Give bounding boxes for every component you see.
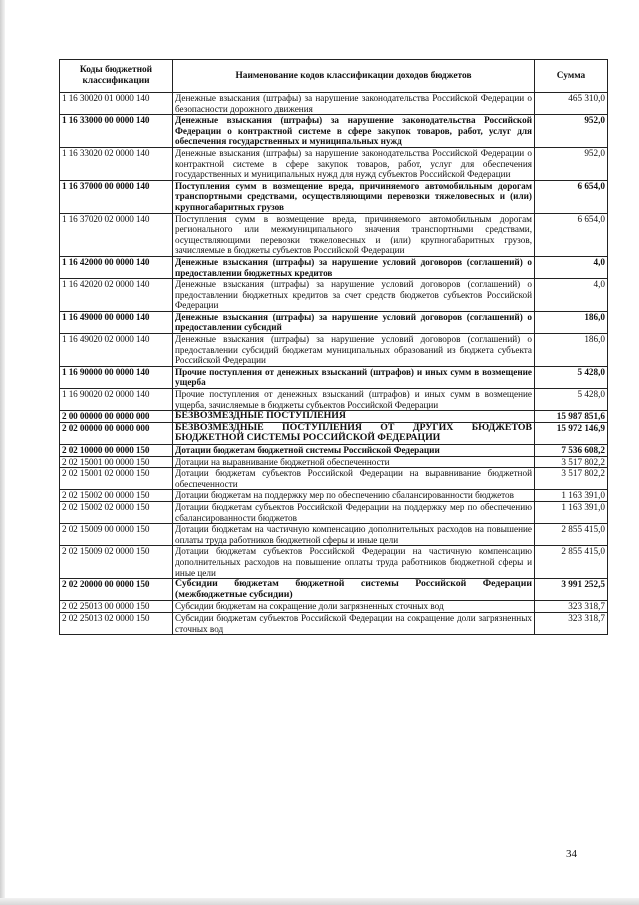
code-cell: 1 16 42000 00 0000 140 <box>60 256 173 278</box>
table-row <box>60 445 608 457</box>
code-cell: 2 02 25013 00 0000 150 <box>60 601 173 613</box>
table-row <box>60 334 608 367</box>
scan-edge-bottom <box>0 898 639 905</box>
header-name: Наименование кодов классификации доходов бюджетов <box>173 60 535 93</box>
table-row <box>60 546 608 579</box>
table-row <box>60 311 608 333</box>
table-header-row <box>60 60 608 93</box>
code-cell: 1 16 37000 00 0000 140 <box>60 180 173 213</box>
code-cell: 2 02 10000 00 0000 150 <box>60 445 173 457</box>
name-cell: Денежные взыскания (штрафы) за нарушение законодательства Российской Федерации о контрактной системе в сфере закупок товаров, работ, услуг для обеспечения государственных и муниципальных нужд <box>173 115 535 148</box>
code-cell: 1 16 37020 02 0000 140 <box>60 213 173 256</box>
sum-cell: 6 654,0 <box>535 213 608 256</box>
sum-cell: 5 428,0 <box>535 366 608 388</box>
table-row <box>60 612 608 634</box>
table-row <box>60 279 608 312</box>
table-row <box>60 411 608 423</box>
code-cell: 2 02 15009 00 0000 150 <box>60 524 173 546</box>
table-row <box>60 93 608 115</box>
code-cell: 1 16 30020 01 0000 140 <box>60 93 173 115</box>
sum-cell: 186,0 <box>535 334 608 367</box>
sum-cell: 2 855 415,0 <box>535 546 608 579</box>
header-code: Коды бюджетной классификации <box>60 60 173 93</box>
code-cell: 1 16 90020 02 0000 140 <box>60 389 173 411</box>
code-cell: 1 16 33000 00 0000 140 <box>60 115 173 148</box>
sum-cell: 1 163 391,0 <box>535 490 608 502</box>
code-cell: 2 02 20000 00 0000 150 <box>60 579 173 601</box>
table-row <box>60 468 608 490</box>
code-cell: 2 02 15009 02 0000 150 <box>60 546 173 579</box>
table-row <box>60 524 608 546</box>
table-row <box>60 501 608 523</box>
name-cell: Дотации бюджетам на поддержку мер по обеспечению сбалансированности бюджетов <box>173 490 535 502</box>
sum-cell: 323 318,7 <box>535 612 608 634</box>
sum-cell: 3 517 802,2 <box>535 468 608 490</box>
sum-cell: 952,0 <box>535 147 608 180</box>
name-cell: Денежные взыскания (штрафы) за нарушение законодательства Российской Федерации о контрактной системе в сфере закупок товаров, работ, услуг для обеспечения государственных и муниципальных нужд для нужд субъектов Российской Федерации <box>173 147 535 180</box>
table-body <box>60 93 608 635</box>
sum-cell: 4,0 <box>535 256 608 278</box>
sum-cell: 7 536 608,2 <box>535 445 608 457</box>
name-cell: Дотации бюджетам бюджетной системы Российской Федерации <box>173 445 535 457</box>
sum-cell: 6 654,0 <box>535 180 608 213</box>
code-cell: 1 16 49020 02 0000 140 <box>60 334 173 367</box>
code-cell: 2 02 15002 00 0000 150 <box>60 490 173 502</box>
name-cell: БЕЗВОЗМЕЗДНЫЕ ПОСТУПЛЕНИЯ ОТ ДРУГИХ БЮДЖЕТОВ БЮДЖЕТНОЙ СИСТЕМЫ РОССИЙСКОЙ ФЕДЕРАЦИИ <box>173 422 535 444</box>
name-cell: Поступления сумм в возмещение вреда, причиняемого автомобильным дорогам транспортными средствами, осуществляющими перевозки тяжеловесных и (или) крупногабаритных грузов <box>173 180 535 213</box>
name-cell: Поступления сумм в возмещение вреда, причиняемого автомобильным дорогам регионального или межмуниципального значения транспортными средствами, осуществляющими перевозки тяжеловесных и (или) крупногабаритных грузов, зачисляемые в бюджеты субъектов Российской Федерации <box>173 213 535 256</box>
table-row <box>60 422 608 444</box>
scan-edge-left <box>0 0 5 905</box>
sum-cell: 952,0 <box>535 115 608 148</box>
table-row <box>60 180 608 213</box>
page-number: 34 <box>566 848 577 860</box>
name-cell: Прочие поступления от денежных взысканий (штрафов) и иных сумм в возмещение ущерба <box>173 366 535 388</box>
table-row <box>60 366 608 388</box>
name-cell: Дотации бюджетам субъектов Российской Федерации на выравнивание бюджетной обеспеченности <box>173 468 535 490</box>
name-cell: Субсидии бюджетам бюджетной системы Российской Федерации (межбюджетные субсидии) <box>173 579 535 601</box>
name-cell: Дотации на выравнивание бюджетной обеспеченности <box>173 456 535 468</box>
sum-cell: 4,0 <box>535 279 608 312</box>
table-row <box>60 147 608 180</box>
name-cell: Денежные взыскания (штрафы) за нарушение условий договоров (соглашений) о предоставлении бюджетных кредитов за счет средств бюджетов субъектов Российской Федерации <box>173 279 535 312</box>
name-cell: Дотации бюджетам субъектов Российской Федерации на поддержку мер по обеспечению сбалансированности бюджетов <box>173 501 535 523</box>
budget-revenue-table <box>59 59 608 635</box>
header-sum: Сумма <box>535 60 608 93</box>
code-cell: 2 00 00000 00 0000 000 <box>60 411 173 423</box>
code-cell: 2 02 15001 00 0000 150 <box>60 456 173 468</box>
sum-cell: 15 972 146,9 <box>535 422 608 444</box>
name-cell: БЕЗВОЗМЕЗДНЫЕ ПОСТУПЛЕНИЯ <box>173 411 535 423</box>
table-row <box>60 213 608 256</box>
sum-cell: 2 855 415,0 <box>535 524 608 546</box>
code-cell: 2 02 00000 00 0000 000 <box>60 422 173 444</box>
name-cell: Дотации бюджетам на частичную компенсацию дополнительных расходов на повышение оплаты труда работников бюджетной сферы и иные цели <box>173 524 535 546</box>
table-row <box>60 579 608 601</box>
table-row <box>60 601 608 613</box>
table-row <box>60 490 608 502</box>
table-row <box>60 389 608 411</box>
table-row <box>60 456 608 468</box>
code-cell: 1 16 33020 02 0000 140 <box>60 147 173 180</box>
sum-cell: 1 163 391,0 <box>535 501 608 523</box>
code-cell: 2 02 15002 02 0000 150 <box>60 501 173 523</box>
sum-cell: 3 517 802,2 <box>535 456 608 468</box>
table-row <box>60 115 608 148</box>
sum-cell: 3 991 252,5 <box>535 579 608 601</box>
name-cell: Субсидии бюджетам субъектов Российской Федерации на сокращение доли загрязненных сточных вод <box>173 612 535 634</box>
code-cell: 1 16 49000 00 0000 140 <box>60 311 173 333</box>
table-row <box>60 256 608 278</box>
name-cell: Денежные взыскания (штрафы) за нарушение условий договоров (соглашений) о предоставлении субсидий бюджетам муниципальных образований из бюджета субъекта Российской Федерации <box>173 334 535 367</box>
name-cell: Денежные взыскания (штрафы) за нарушение условий договоров (соглашений) о предоставлении бюджетных кредитов <box>173 256 535 278</box>
sum-cell: 323 318,7 <box>535 601 608 613</box>
sum-cell: 5 428,0 <box>535 389 608 411</box>
code-cell: 1 16 90000 00 0000 140 <box>60 366 173 388</box>
code-cell: 2 02 25013 02 0000 150 <box>60 612 173 634</box>
name-cell: Прочие поступления от денежных взысканий (штрафов) и иных сумм в возмещение ущерба, зачисляемые в бюджеты субъектов Российской Федерации <box>173 389 535 411</box>
name-cell: Денежные взыскания (штрафы) за нарушение законодательства Российской Федерации о безопасности дорожного движения <box>173 93 535 115</box>
sum-cell: 15 987 851,6 <box>535 411 608 423</box>
name-cell: Денежные взыскания (штрафы) за нарушение условий договоров (соглашений) о предоставлении субсидий <box>173 311 535 333</box>
name-cell: Субсидии бюджетам на сокращение доли загрязненных сточных вод <box>173 601 535 613</box>
sum-cell: 186,0 <box>535 311 608 333</box>
code-cell: 2 02 15001 02 0000 150 <box>60 468 173 490</box>
name-cell: Дотации бюджетам субъектов Российской Федерации на частичную компенсацию дополнительных расходов на повышение оплаты труда работников бюджетной сферы и иные цели <box>173 546 535 579</box>
code-cell: 1 16 42020 02 0000 140 <box>60 279 173 312</box>
sum-cell: 465 310,0 <box>535 93 608 115</box>
